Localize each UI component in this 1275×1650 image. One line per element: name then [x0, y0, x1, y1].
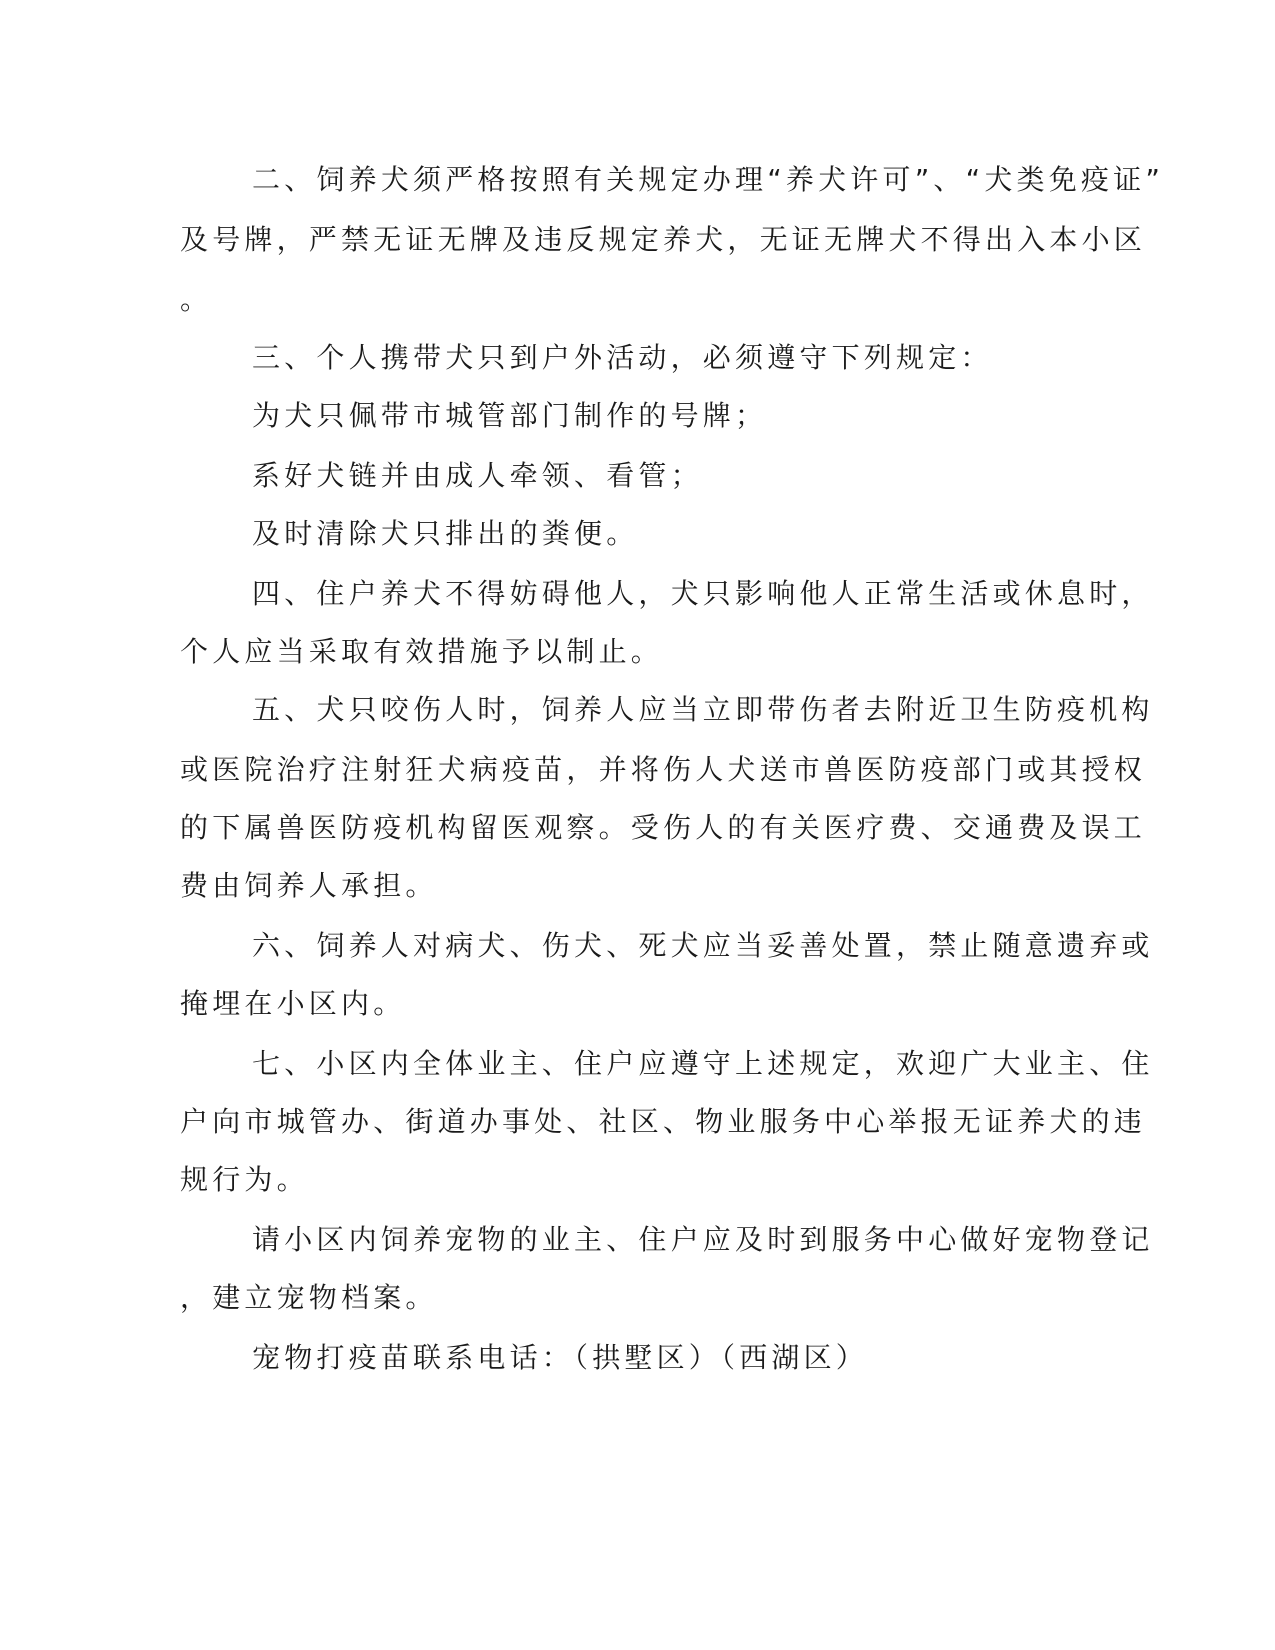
rule-2-line-3: 。: [180, 283, 213, 316]
rule-7-line-1: 七、小区内全体业主、住户应遵守上述规定，欢迎广大业主、住: [252, 1047, 1154, 1080]
rule-4-line-1: 四、住户养犬不得妨碍他人，犬只影响他人正常生活或休息时，: [252, 577, 1154, 610]
rule-3-item-1: 为犬只佩带市城管部门制作的号牌；: [252, 399, 768, 432]
rule-3-item-3: 及时清除犬只排出的粪便。: [252, 517, 639, 550]
rule-6-line-1: 六、饲养人对病犬、伤犬、死犬应当妥善处置，禁止随意遗弃或: [252, 929, 1154, 962]
rule-3-heading: 三、个人携带犬只到户外活动，必须遵守下列规定：: [252, 341, 993, 374]
rule-5-line-4: 费由饲养人承担。: [180, 869, 438, 902]
registration-line-2: ，建立宠物档案。: [180, 1281, 438, 1314]
rule-5-line-3: 的下属兽医防疫机构留医观察。受伤人的有关医疗费、交通费及误工: [180, 811, 1147, 844]
rule-5-line-1: 五、犬只咬伤人时，饲养人应当立即带伤者去附近卫生防疫机构: [252, 693, 1154, 726]
rule-4-line-2: 个人应当采取有效措施予以制止。: [180, 635, 664, 668]
rule-3-item-2: 系好犬链并由成人牵领、看管；: [252, 459, 703, 492]
registration-line-1: 请小区内饲养宠物的业主、住户应及时到服务中心做好宠物登记: [252, 1223, 1154, 1256]
rule-2-line-1: 二、饲养犬须严格按照有关规定办理“养犬许可”、“犬类免疫证”: [252, 163, 1165, 196]
rule-6-line-2: 掩埋在小区内。: [180, 987, 406, 1020]
rule-7-line-2: 户向市城管办、街道办事处、社区、物业服务中心举报无证养犬的违: [180, 1105, 1147, 1138]
rule-5-line-2: 或医院治疗注射狂犬病疫苗，并将伤人犬送市兽医防疫部门或其授权: [180, 753, 1147, 786]
rule-7-line-3: 规行为。: [180, 1163, 309, 1196]
rule-2-line-2: 及号牌，严禁无证无牌及违反规定养犬，无证无牌犬不得出入本小区: [180, 223, 1147, 256]
vaccine-contact-line: 宠物打疫苗联系电话：（拱墅区）（西湖区）: [252, 1341, 869, 1374]
